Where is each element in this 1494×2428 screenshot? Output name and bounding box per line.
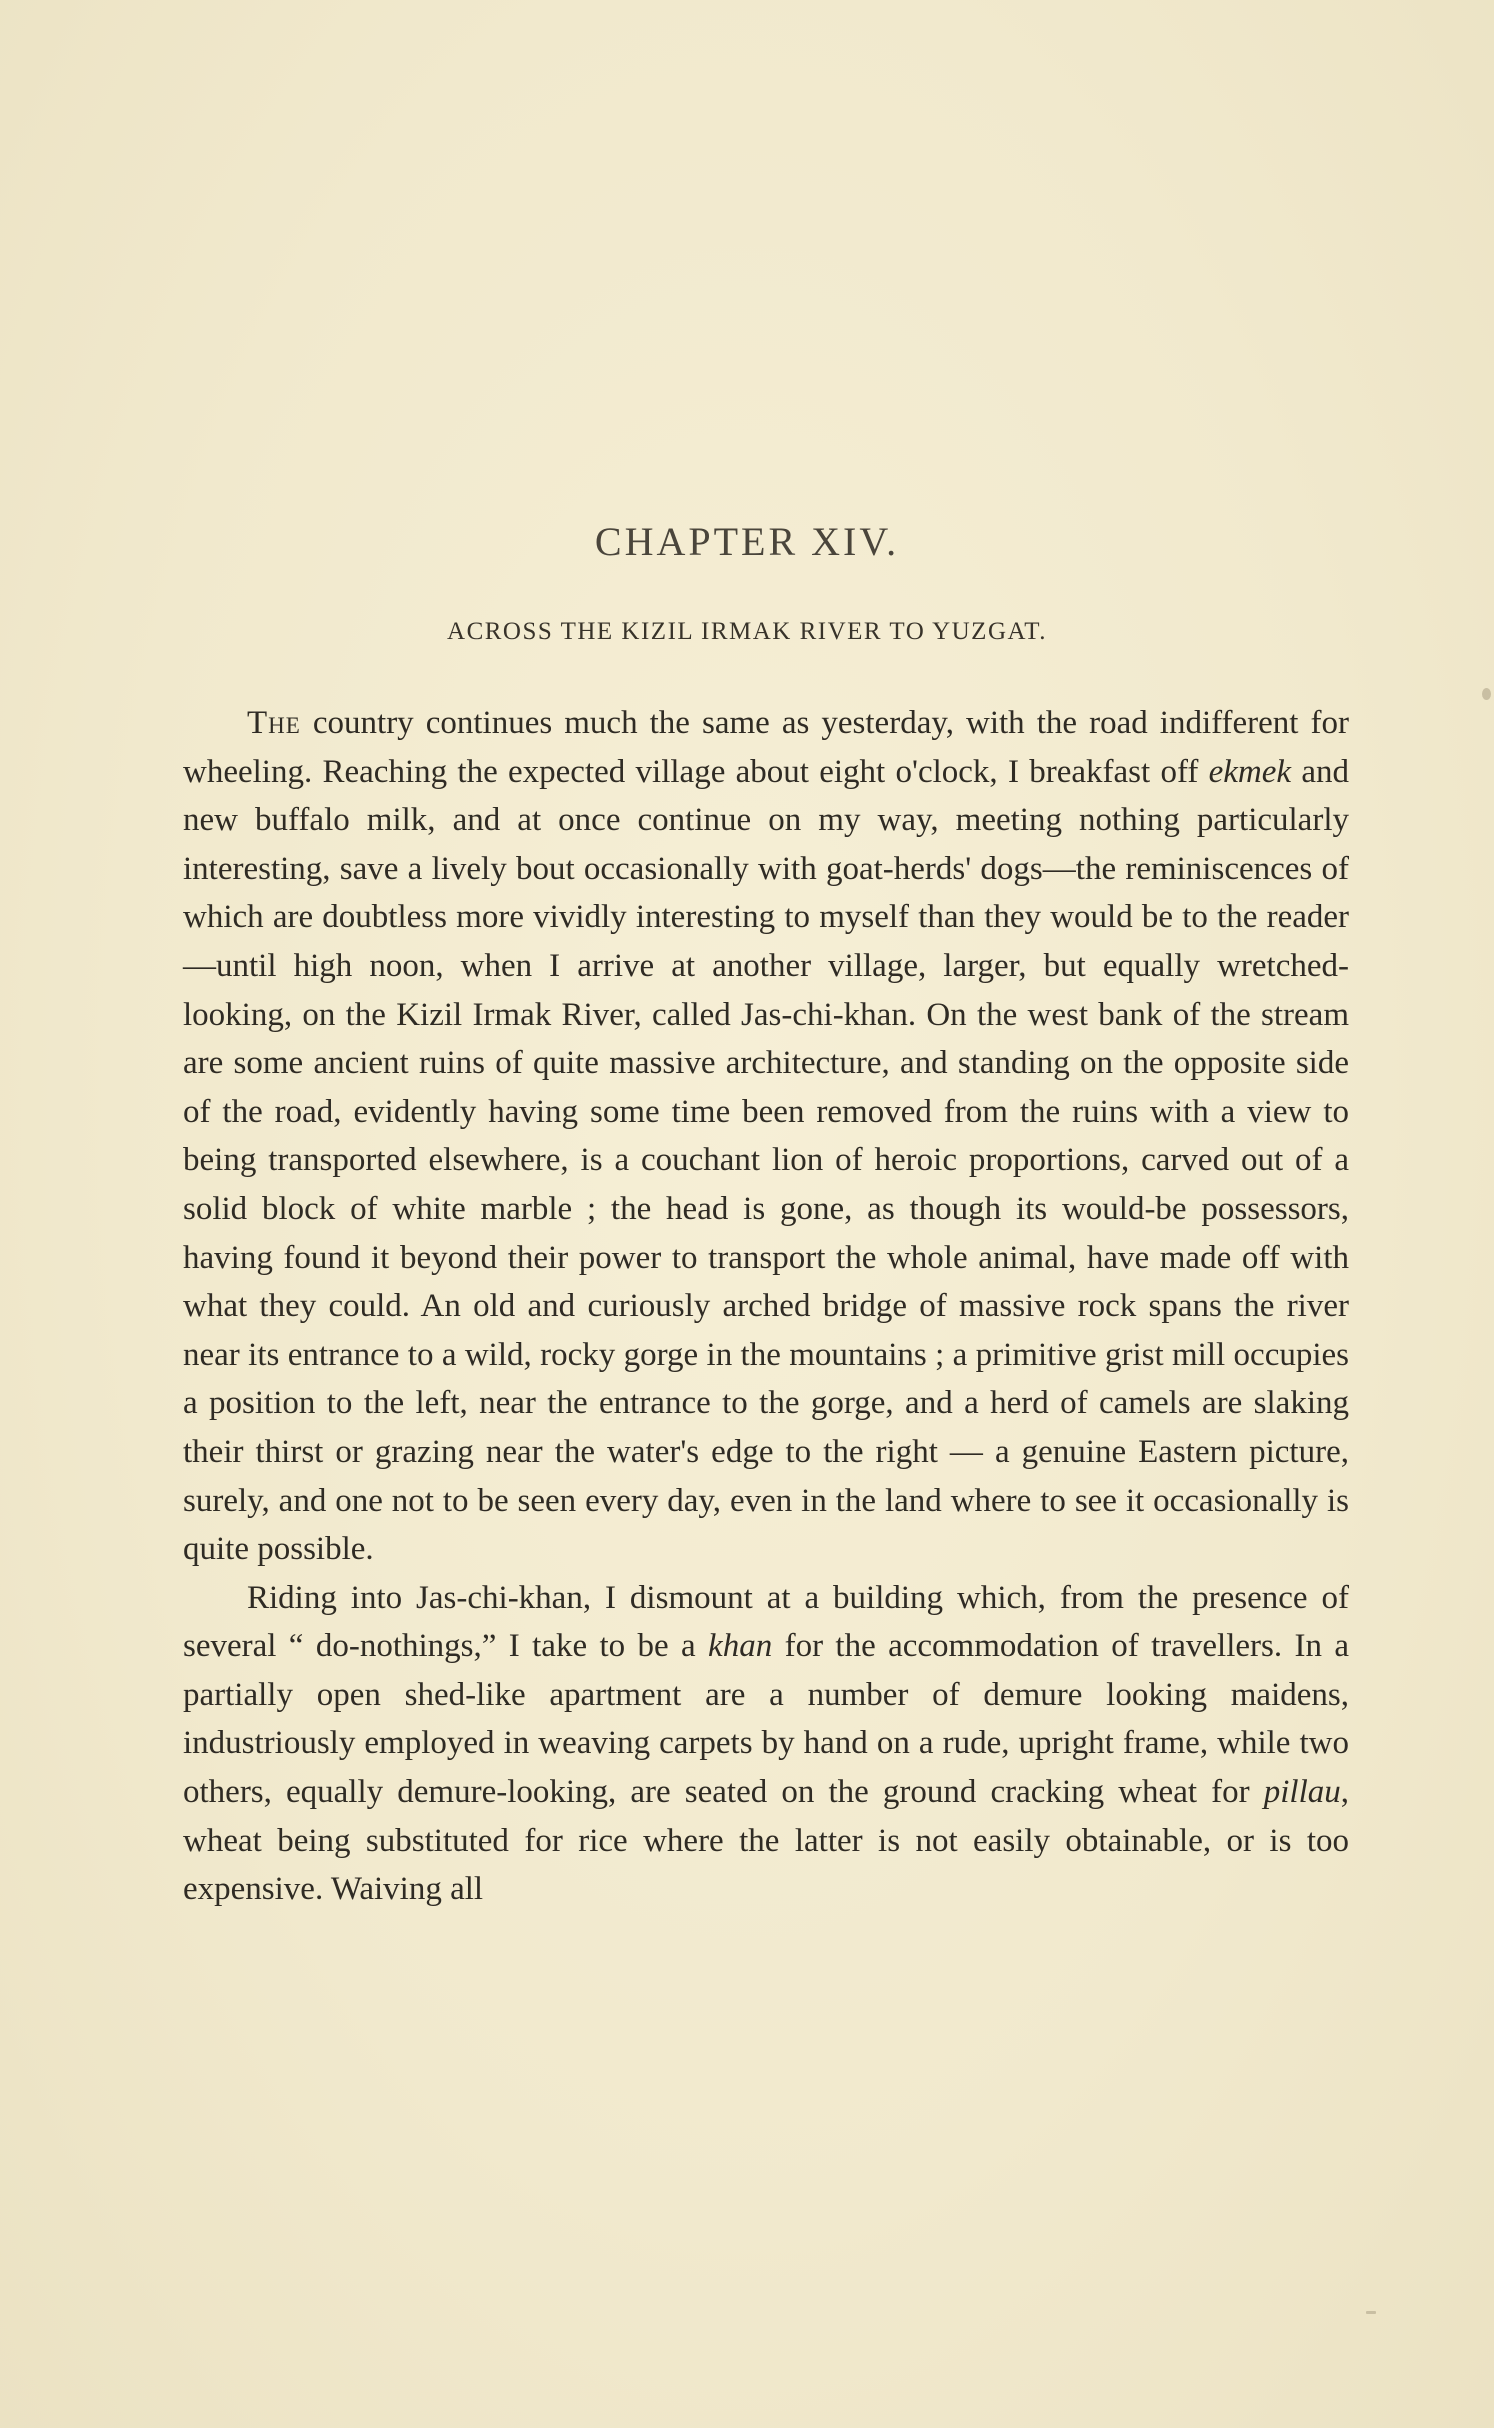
paper-speck (1366, 2311, 1376, 2314)
paragraph-text: country continues much the same as yesterday, with the road indifferent for wheeling. Reaching the expected village about eight o'clock, I breakfast off (183, 705, 1349, 790)
paragraph-text: , wheat being substituted for rice where the latter is not easily obtainable, or is too expensive. Waiving all (183, 1774, 1349, 1908)
body-text (183, 699, 1349, 1914)
chapter-subtitle: ACROSS THE KIZIL IRMAK RIVER TO YUZGAT. (447, 618, 1047, 645)
italic-term-khan: khan (708, 1628, 773, 1665)
chapter-heading: CHAPTER XIV. (594, 519, 900, 564)
paragraph-2 (183, 1574, 1349, 1914)
paragraph-1 (183, 699, 1349, 1574)
paper-speck (1482, 688, 1491, 700)
italic-term-pillau: pillau (1263, 1774, 1341, 1811)
paragraph-text: for the accommodation of travellers. In a partially open shed-like apartment are a number of demure looking maidens, industriously employed in weaving carpets by hand on a rude, upright frame, while two others, equally demure-looking, are seated on the ground cracking wheat for (183, 1628, 1349, 1811)
drop-word: The (247, 705, 301, 741)
italic-term-ekmek: ekmek (1208, 753, 1292, 790)
paragraph-text: and new buffalo milk, and at once continue on my way, meeting nothing particularly interesting, save a lively bout occasionally with goat-herds' dogs—the reminiscences of which are doubtless more vividly interesting to myself than they would be to the reader—until high noon, when I arrive at another village, larger, but equally wretched-looking, on the Kizil Irmak River, called Jas-chi-khan. On the west bank of the stream are some ancient ruins of quite massive architecture, and standing on the opposite side of the road, evidently having some time been removed from the ruins with a view to being transported elsewhere, is a couchant lion of heroic proportions, carved out of a solid block of white marble ; the head is gone, as though its would-be possessors, having found it beyond their power to transport the whole animal, have made off with what they could. An old and curiously arched bridge of massive rock spans the river near its entrance to a wild, rocky gorge in the mountains ; a primitive grist mill occupies a position to the left, near the entrance to the gorge, and a herd of camels are slaking their thirst or grazing near the water's edge to the right — a genuine Eastern picture, surely, and one not to be seen every day, even in the land where to see it occasionally is quite possible. (183, 753, 1349, 1568)
paragraph-text: Riding into Jas-chi-khan, I dismount at a building which, from the presence of several “ do-nothings,” I take to be a (183, 1579, 1349, 1665)
